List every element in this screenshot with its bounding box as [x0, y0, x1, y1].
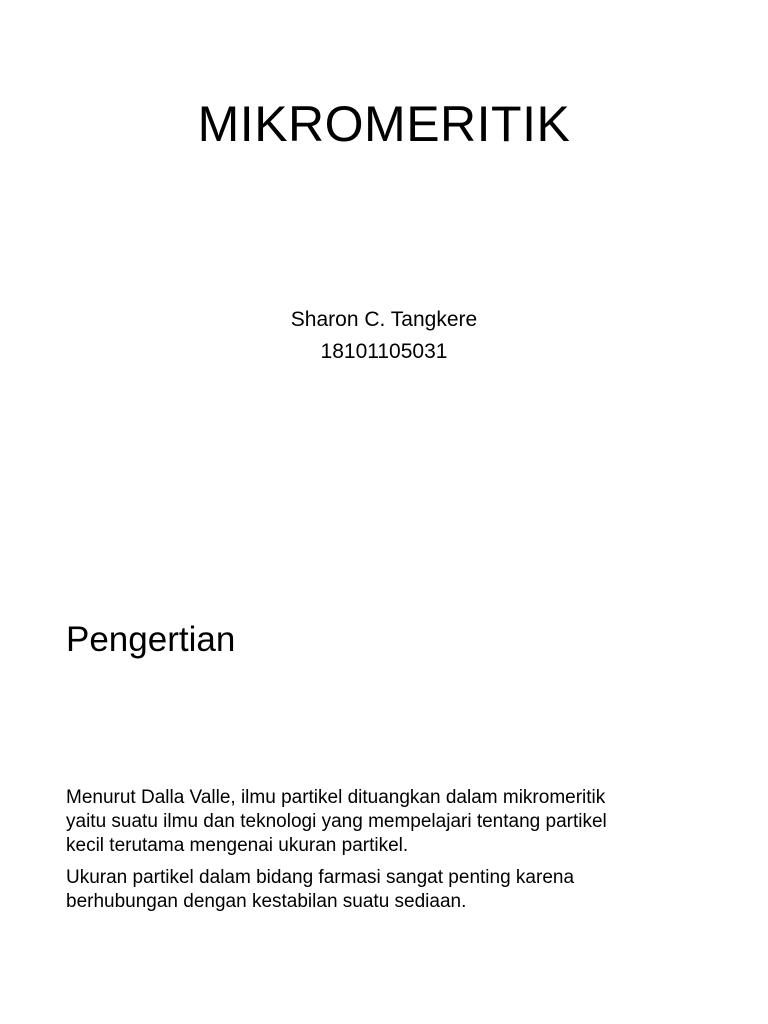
paragraph-1: Menurut Dalla Valle, ilmu partikel dituangkan dalam mikromeritik yaitu suatu ilmu dan teknologi yang mempelajari tentang partikel kecil terutama mengenai ukuran partikel. [66, 787, 607, 856]
student-id: 18101105031 [320, 340, 448, 363]
body-text [66, 786, 626, 922]
paragraph-2: Ukuran partikel dalam bidang farmasi sangat penting karena berhubungan dengan kestabilan suatu sediaan. [66, 867, 575, 912]
slide-title: MIKROMERITIK [197, 96, 571, 152]
author-name: Sharon C. Tangkere [290, 308, 478, 331]
section-heading: Pengertian [66, 620, 236, 659]
subtitle-block [0, 304, 768, 368]
content-slide [0, 512, 768, 1024]
